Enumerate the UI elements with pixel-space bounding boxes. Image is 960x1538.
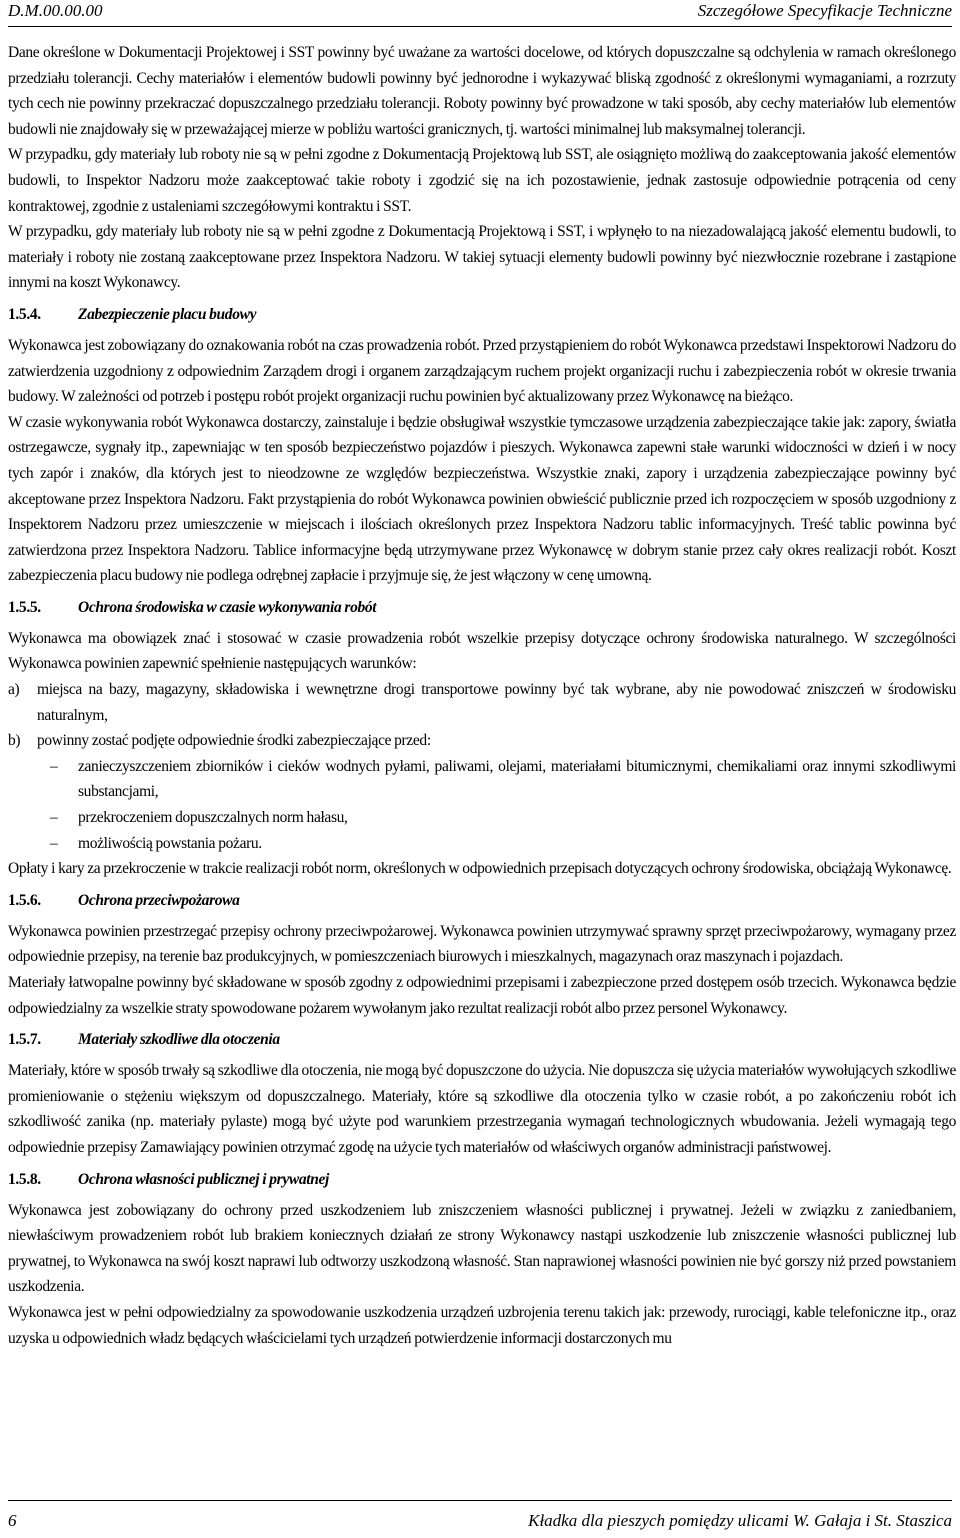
paragraph: Wykonawca jest zobowiązany do ochrony przed uszkodzeniem lub zniszczeniem własności publicznej i prywatnej. Jeżeli w związku z zaniedbaniem, niewłaściwym prowadzeniem robót lub brakiem koniecznych działań ze strony Wykonawcy nastąpi uszkodzenie lub zniszczenie własności publicznej lub prywatnej, to Wykonawca na swój koszt naprawi lub odtworzy uszkodzoną własność. Stan naprawionej własności powinien nie być gorszy niż przed powstaniem uszkodzenia. <box>8 1201 956 1296</box>
page-header <box>8 0 952 27</box>
section-heading-1-5-4 <box>8 304 956 326</box>
section-title: Zabezpieczenie placu budowy <box>78 305 257 323</box>
paragraph: Materiały, które w sposób trwały są szkodliwe dla otoczenia, nie mogą być dopuszczone do użycia. Nie dopuszcza się użycia materiałów wywołujących szkodliwe promieniowanie o stężeniu większym od dopuszczalnego. Materiały, które są szkodliwe dla otoczenia tylko w czasie robót, a po zakończeniu robót ich szkodliwość zanika (np. materiały pylaste) mogą być użyte pod warunkiem przestrzegania wymagań technologicznych wbudowania. Jeżeli wymagają tego odpowiednie przepisy Zamawiający powinien otrzymać zgodę na użycie tych materiałów od właściwych organów administracji państwowej. <box>8 1062 956 1156</box>
list-item <box>50 831 956 857</box>
section-heading-1-5-7 <box>8 1029 956 1051</box>
document-body <box>8 40 956 1351</box>
section-title: Ochrona przeciwpożarowa <box>78 891 240 909</box>
dash-marker: – <box>50 809 58 827</box>
paragraph: Materiały łatwopalne powinny być składowane w sposób zgodny z odpowiednimi przepisami i zabezpieczone przed dostępem osób trzecich. Wykonawca będzie odpowiedzialny za wszelkie straty spowodowane pożarem wywołanym jako rezultat realizacji robót albo przez personel Wykonawcy. <box>8 974 956 1017</box>
paragraph: Wykonawca ma obowiązek znać i stosować w czasie prowadzenia robót wszelkie przepisy dotyczące ochrony środowiska naturalnego. W szczególności Wykonawca powinien zapewnić spełnienie następujących warunków: <box>8 629 956 673</box>
list-item <box>8 677 956 728</box>
list-marker: b) <box>8 732 21 750</box>
section-number: 1.5.7. <box>8 1031 41 1049</box>
section-title: Ochrona środowiska w czasie wykonywania robót <box>78 598 377 616</box>
paragraph: Wykonawca jest w pełni odpowiedzialny za spowodowanie uszkodzenia urządzeń uzbrojenia terenu takich jak: przewody, rurociągi, kable telefoniczne itp., oraz uzyska u odpowiednich władz będących właścicielami tych urządzeń potwierdzenie informacji dostarczonych mu <box>8 1303 956 1347</box>
section-number: 1.5.4. <box>8 305 41 323</box>
paragraph: Dane określone w Dokumentacji Projektowej i SST powinny być uważane za wartości docelowe, od których dopuszczalne są odchylenia w ramach określonego przedziału tolerancji. Cechy materiałów i elementów budowli powinny być jednorodne i wykazywać bliską zgodność z określonymi wymaganiami, a rozrzuty tych cech nie powinny przekraczać dopuszczalnego przedziału tolerancji. Roboty powinny być prowadzone w taki sposób, aby cechy materiałów lub elementów budowli nie znajdowały się w przeważającej mierze w pobliżu wartości granicznych, tj. wartości minimalnej lub maksymalnej tolerancji. <box>8 44 956 138</box>
section-heading-1-5-6 <box>8 890 956 912</box>
list-item-text: możliwością powstania pożaru. <box>78 834 262 852</box>
section-heading-1-5-5 <box>8 597 956 619</box>
document-type: Szczegółowe Specyfikacje Techniczne <box>697 1 952 20</box>
paragraph: Opłaty i kary za przekroczenie w trakcie realizacji robót norm, określonych w odpowiednich przepisach dotyczących ochrony środowiska, obciążają Wykonawcę. <box>8 860 952 878</box>
paragraph: Wykonawca powinien przestrzegać przepisy ochrony przeciwpożarowej. Wykonawca powinien utrzymywać sprawny sprzęt przeciwpożarowy, wymagany przez odpowiednie przepisy, na terenie baz produkcyjnych, w pomieszczeniach biurowych i mieszkalnych, magazynach oraz maszynach i pojazdach. <box>8 922 956 966</box>
section-number: 1.5.8. <box>8 1170 41 1188</box>
protection-sublist <box>8 754 956 856</box>
list-item <box>8 728 956 754</box>
list-marker: a) <box>8 681 20 699</box>
section-number: 1.5.6. <box>8 891 41 909</box>
page-footer <box>8 1500 952 1533</box>
paragraph: W przypadku, gdy materiały lub roboty nie są w pełni zgodne z Dokumentacją Projektową lub SST, ale osiągnięto możliwą do zaakceptowania jakość elementów budowli, to Inspektor Nadzoru może zaakceptować takie roboty i zgodzić się na ich pozostawienie, jednak zastosuje odpowiednie potrącenia od ceny kontraktowej, zgodnie z ustaleniami szczegółowymi kontraktu i SST. <box>8 146 956 215</box>
condition-list <box>8 677 956 754</box>
list-item <box>50 754 956 805</box>
project-name: Kładka dla pieszych pomiędzy ulicami W. Gałaja i St. Staszica <box>528 1511 952 1530</box>
dash-marker: – <box>50 757 58 775</box>
dash-marker: – <box>50 834 58 852</box>
section-title: Materiały szkodliwe dla otoczenia <box>78 1031 280 1049</box>
list-item-text: powinny zostać podjęte odpowiednie środki zabezpieczające przed: <box>37 732 431 750</box>
page-number: 6 <box>8 1511 17 1530</box>
list-item-text: przekroczeniem dopuszczalnych norm hałasu, <box>78 809 348 827</box>
paragraph: Wykonawca jest zobowiązany do oznakowania robót na czas prowadzenia robót. Przed przystąpieniem do robót Wykonawca przedstawi Inspektorowi Nadzoru do zatwierdzenia uzgodniony z odpowiednim Zarządem drogi i organem zarządzającym ruchem projekt organizacji ruchu i zabezpieczenia robót w okresie trwania budowy. W zależności od potrzeb i postępu robót projekt organizacji ruchu powinien być aktualizowany przez Wykonawcę na bieżąco. <box>8 336 956 406</box>
list-item-text: miejsca na bazy, magazyny, składowiska i wewnętrzne drogi transportowe powinny być tak wybrane, aby nie powodować zniszczeń w środowisku naturalnym, <box>37 681 956 724</box>
document-code: D.M.00.00.00 <box>8 1 103 20</box>
section-heading-1-5-8 <box>8 1169 956 1191</box>
section-number: 1.5.5. <box>8 598 41 616</box>
list-item-text: zanieczyszczeniem zbiorników i cieków wodnych pyłami, paliwami, olejami, materiałami bitumicznymi, chemikaliami oraz innymi szkodliwymi substancjami, <box>78 757 956 801</box>
list-item <box>50 805 956 831</box>
section-title: Ochrona własności publicznej i prywatnej <box>78 1170 329 1188</box>
paragraph: W czasie wykonywania robót Wykonawca dostarczy, zainstaluje i będzie obsługiwał wszystkie tymczasowe urządzenia zabezpieczające takie jak: zapory, światła ostrzegawcze, sygnały itp., zapewniając w ten sposób bezpieczeństwo pojazdów i pieszych. Wykonawca zapewni stałe warunki widoczności w dzień i w nocy tych zapór i znaków, dla których jest to nieodzowne ze względów bezpieczeństwa. Wszystkie znaki, zapory i urządzenia zabezpieczające powinny być akceptowane przez Inspektora Nadzoru. Fakt przystąpienia do robót Wykonawca powinien obwieścić publicznie przed ich rozpoczęciem w sposób uzgodniony z Inspektorem Nadzoru przez umieszczenie w miejscach i ilościach określonych przez Inspektora Nadzoru tablic informacyjnych. Treść tablic powinna być zatwierdzona przez Inspektora Nadzoru. Tablice informacyjne będą utrzymywane przez Wykonawcę w dobrym stanie przez cały okres realizacji robót. Koszt zabezpieczenia placu budowy nie podlega odrębnej zapłacie i przyjmuje się, że jest włączony w cenę umowną. <box>8 413 956 585</box>
paragraph: W przypadku, gdy materiały lub roboty nie są w pełni zgodne z Dokumentacją Projektową i SST, i wpłynęło to na niezadowalającą jakość elementu budowli, to materiały i roboty nie zostaną zaakceptowane przez Inspektora Nadzoru. W takiej sytuacji elementy budowli powinny być niezwłocznie rozebrane i zastąpione innymi na koszt Wykonawcy. <box>8 223 956 292</box>
